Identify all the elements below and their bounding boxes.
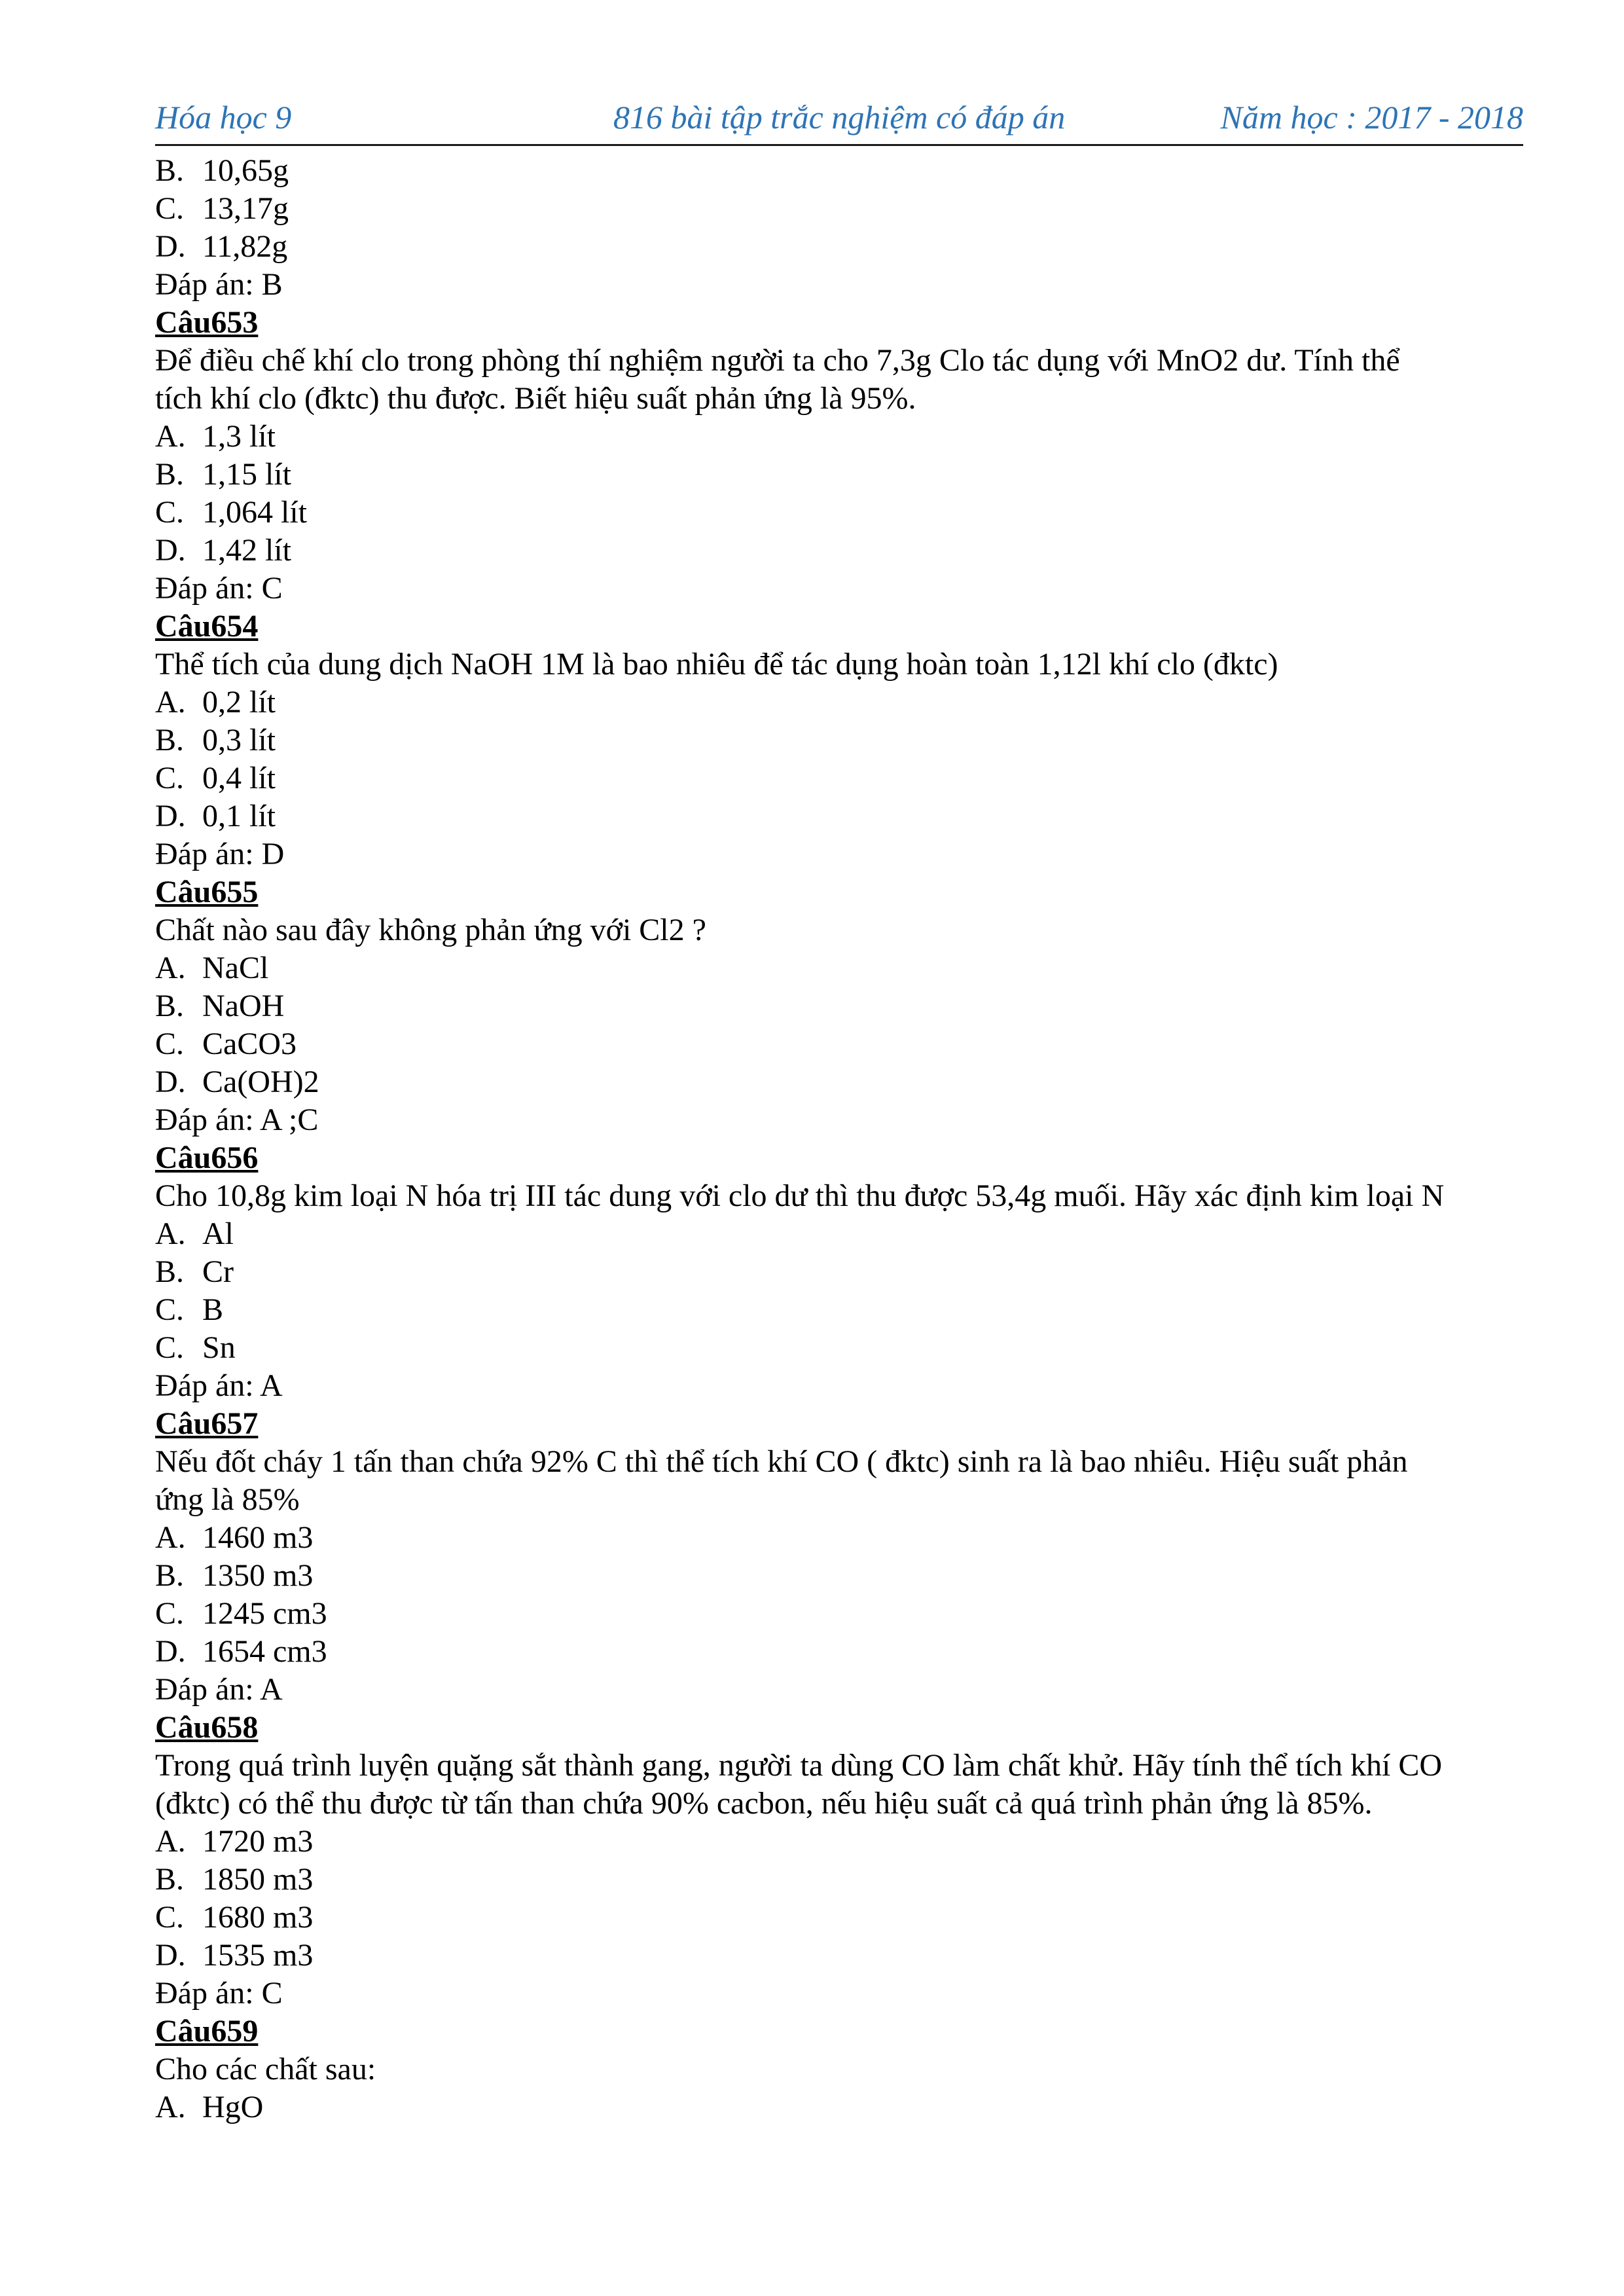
option-text: Sn <box>202 1330 236 1365</box>
question-title: Câu655 <box>155 875 259 909</box>
option-label: B. <box>155 153 185 188</box>
option-text: 1,42 lít <box>202 533 292 568</box>
option-text: CaCO3 <box>202 1027 297 1061</box>
answer-option <box>155 456 1543 494</box>
question-text: Chất nào sau đây không phản ứng với Cl2 ? <box>155 913 706 947</box>
option-label: C. <box>155 1292 185 1327</box>
answer-key: Đáp án: A <box>155 1368 283 1403</box>
option-text: 0,2 lít <box>202 685 276 720</box>
option-label: B. <box>155 1254 185 1289</box>
question-title: Câu656 <box>155 1140 259 1175</box>
option-text: B <box>202 1292 224 1327</box>
option-text: 0,1 lít <box>202 799 276 833</box>
answer-option <box>155 418 1543 456</box>
option-text: 1350 m3 <box>202 1558 314 1593</box>
option-text: Cr <box>202 1254 234 1289</box>
answer-option <box>155 1899 1543 1937</box>
answer-option <box>155 1329 1543 1367</box>
answer-option <box>155 1557 1543 1595</box>
answer-key: Đáp án: C <box>155 571 283 606</box>
answer-key: Đáp án: D <box>155 837 285 871</box>
option-label: B. <box>155 1862 185 1897</box>
answer-option <box>155 1063 1543 1101</box>
option-text: NaOH <box>202 989 285 1023</box>
option-text: Al <box>202 1216 234 1251</box>
option-label: C. <box>155 1330 185 1365</box>
option-label: A. <box>155 419 186 454</box>
option-label: A. <box>155 1824 186 1859</box>
header-school-year: Năm học : 2017 - 2018 <box>1220 99 1523 136</box>
answer-option <box>155 1215 1543 1253</box>
answer-option <box>155 494 1543 532</box>
option-text: 1,064 lít <box>202 495 308 530</box>
option-label: C. <box>155 1596 185 1631</box>
answer-option <box>155 1253 1543 1291</box>
question-title: Câu657 <box>155 1406 259 1441</box>
option-text: 1,3 lít <box>202 419 276 454</box>
option-label: C. <box>155 761 185 795</box>
option-text: 1460 m3 <box>202 1520 314 1555</box>
question-title: Câu658 <box>155 1710 259 1745</box>
option-text: 13,17g <box>202 191 289 226</box>
header-subject: Hóa học 9 <box>155 99 292 136</box>
answer-key: Đáp án: A ;C <box>155 1102 319 1137</box>
option-label: D. <box>155 1065 186 1099</box>
option-label: A. <box>155 1216 186 1251</box>
answer-key: Đáp án: A <box>155 1672 283 1707</box>
option-label: A. <box>155 685 186 720</box>
answer-option <box>155 1519 1543 1557</box>
answer-option <box>155 1595 1543 1633</box>
question-text: Để điều chế khí clo trong phòng thí nghiệm người ta cho 7,3g Clo tác dụng với MnO2 dư. Tính thể <box>155 343 1400 378</box>
option-text: Ca(OH)2 <box>202 1065 319 1099</box>
answer-option <box>155 1291 1543 1329</box>
option-label: A. <box>155 951 186 985</box>
answer-option <box>155 987 1543 1025</box>
question-text: Cho 10,8g kim loại N hóa trị III tác dung với clo dư thì thu được 53,4g muối. Hãy xác định kim loại N <box>155 1178 1445 1213</box>
option-text: 0,3 lít <box>202 723 276 757</box>
question-text: Trong quá trình luyện quặng sắt thành gang, người ta dùng CO làm chất khử. Hãy tính thể tích khí CO <box>155 1748 1443 1783</box>
answer-option <box>155 1633 1543 1671</box>
answer-option <box>155 797 1543 835</box>
option-text: 1720 m3 <box>202 1824 314 1859</box>
answer-option <box>155 228 1543 266</box>
option-label: C. <box>155 1900 185 1935</box>
question-title: Câu654 <box>155 609 259 644</box>
option-label: D. <box>155 1634 186 1669</box>
header-book-title: 816 bài tập trắc nghiệm có đáp án <box>613 99 1066 136</box>
page-header <box>155 92 1523 146</box>
answer-option <box>155 1823 1543 1861</box>
option-label: C. <box>155 1027 185 1061</box>
answer-option <box>155 1861 1543 1899</box>
option-label: A. <box>155 2090 186 2124</box>
option-label: D. <box>155 229 186 264</box>
answer-option <box>155 532 1543 570</box>
option-label: C. <box>155 495 185 530</box>
question-text: Nếu đốt cháy 1 tấn than chứa 92% C thì thể tích khí CO ( đktc) sinh ra là bao nhiêu. Hiệu suất phản <box>155 1444 1408 1479</box>
option-text: NaCl <box>202 951 269 985</box>
document-body <box>155 152 1543 2126</box>
option-label: B. <box>155 723 185 757</box>
answer-option <box>155 152 1543 190</box>
option-label: B. <box>155 989 185 1023</box>
option-label: A. <box>155 1520 186 1555</box>
option-text: 1,15 lít <box>202 457 292 492</box>
question-text: (đktc) có thể thu được từ tấn than chứa 90% cacbon, nếu hiệu suất cả quá trình phản ứng là 85%. <box>155 1786 1373 1821</box>
question-text: Cho các chất sau: <box>155 2052 376 2086</box>
option-label: B. <box>155 457 185 492</box>
option-text: 1850 m3 <box>202 1862 314 1897</box>
question-text: Thể tích của dung dịch NaOH 1M là bao nhiêu để tác dụng hoàn toàn 1,12l khí clo (đktc) <box>155 647 1278 682</box>
option-label: D. <box>155 1938 186 1973</box>
option-label: B. <box>155 1558 185 1593</box>
question-text: tích khí clo (đktc) thu được. Biết hiệu suất phản ứng là 95%. <box>155 381 916 416</box>
option-text: 1654 cm3 <box>202 1634 327 1669</box>
option-text: 11,82g <box>202 229 288 264</box>
option-label: D. <box>155 799 186 833</box>
option-label: C. <box>155 191 185 226</box>
option-text: 0,4 lít <box>202 761 276 795</box>
option-text: 10,65g <box>202 153 289 188</box>
answer-option <box>155 190 1543 228</box>
answer-option <box>155 1937 1543 1975</box>
option-text: 1680 m3 <box>202 1900 314 1935</box>
answer-option <box>155 2088 1543 2126</box>
question-title: Câu659 <box>155 2014 259 2049</box>
option-label: D. <box>155 533 186 568</box>
question-title: Câu653 <box>155 305 259 340</box>
answer-option <box>155 1025 1543 1063</box>
option-text: 1245 cm3 <box>202 1596 327 1631</box>
answer-option <box>155 759 1543 797</box>
answer-option <box>155 683 1543 721</box>
option-text: HgO <box>202 2090 264 2124</box>
option-text: 1535 m3 <box>202 1938 314 1973</box>
answer-key: Đáp án: C <box>155 1976 283 2011</box>
answer-option <box>155 721 1543 759</box>
answer-option <box>155 949 1543 987</box>
question-text: ứng là 85% <box>155 1482 300 1517</box>
answer-key: Đáp án: B <box>155 267 283 302</box>
